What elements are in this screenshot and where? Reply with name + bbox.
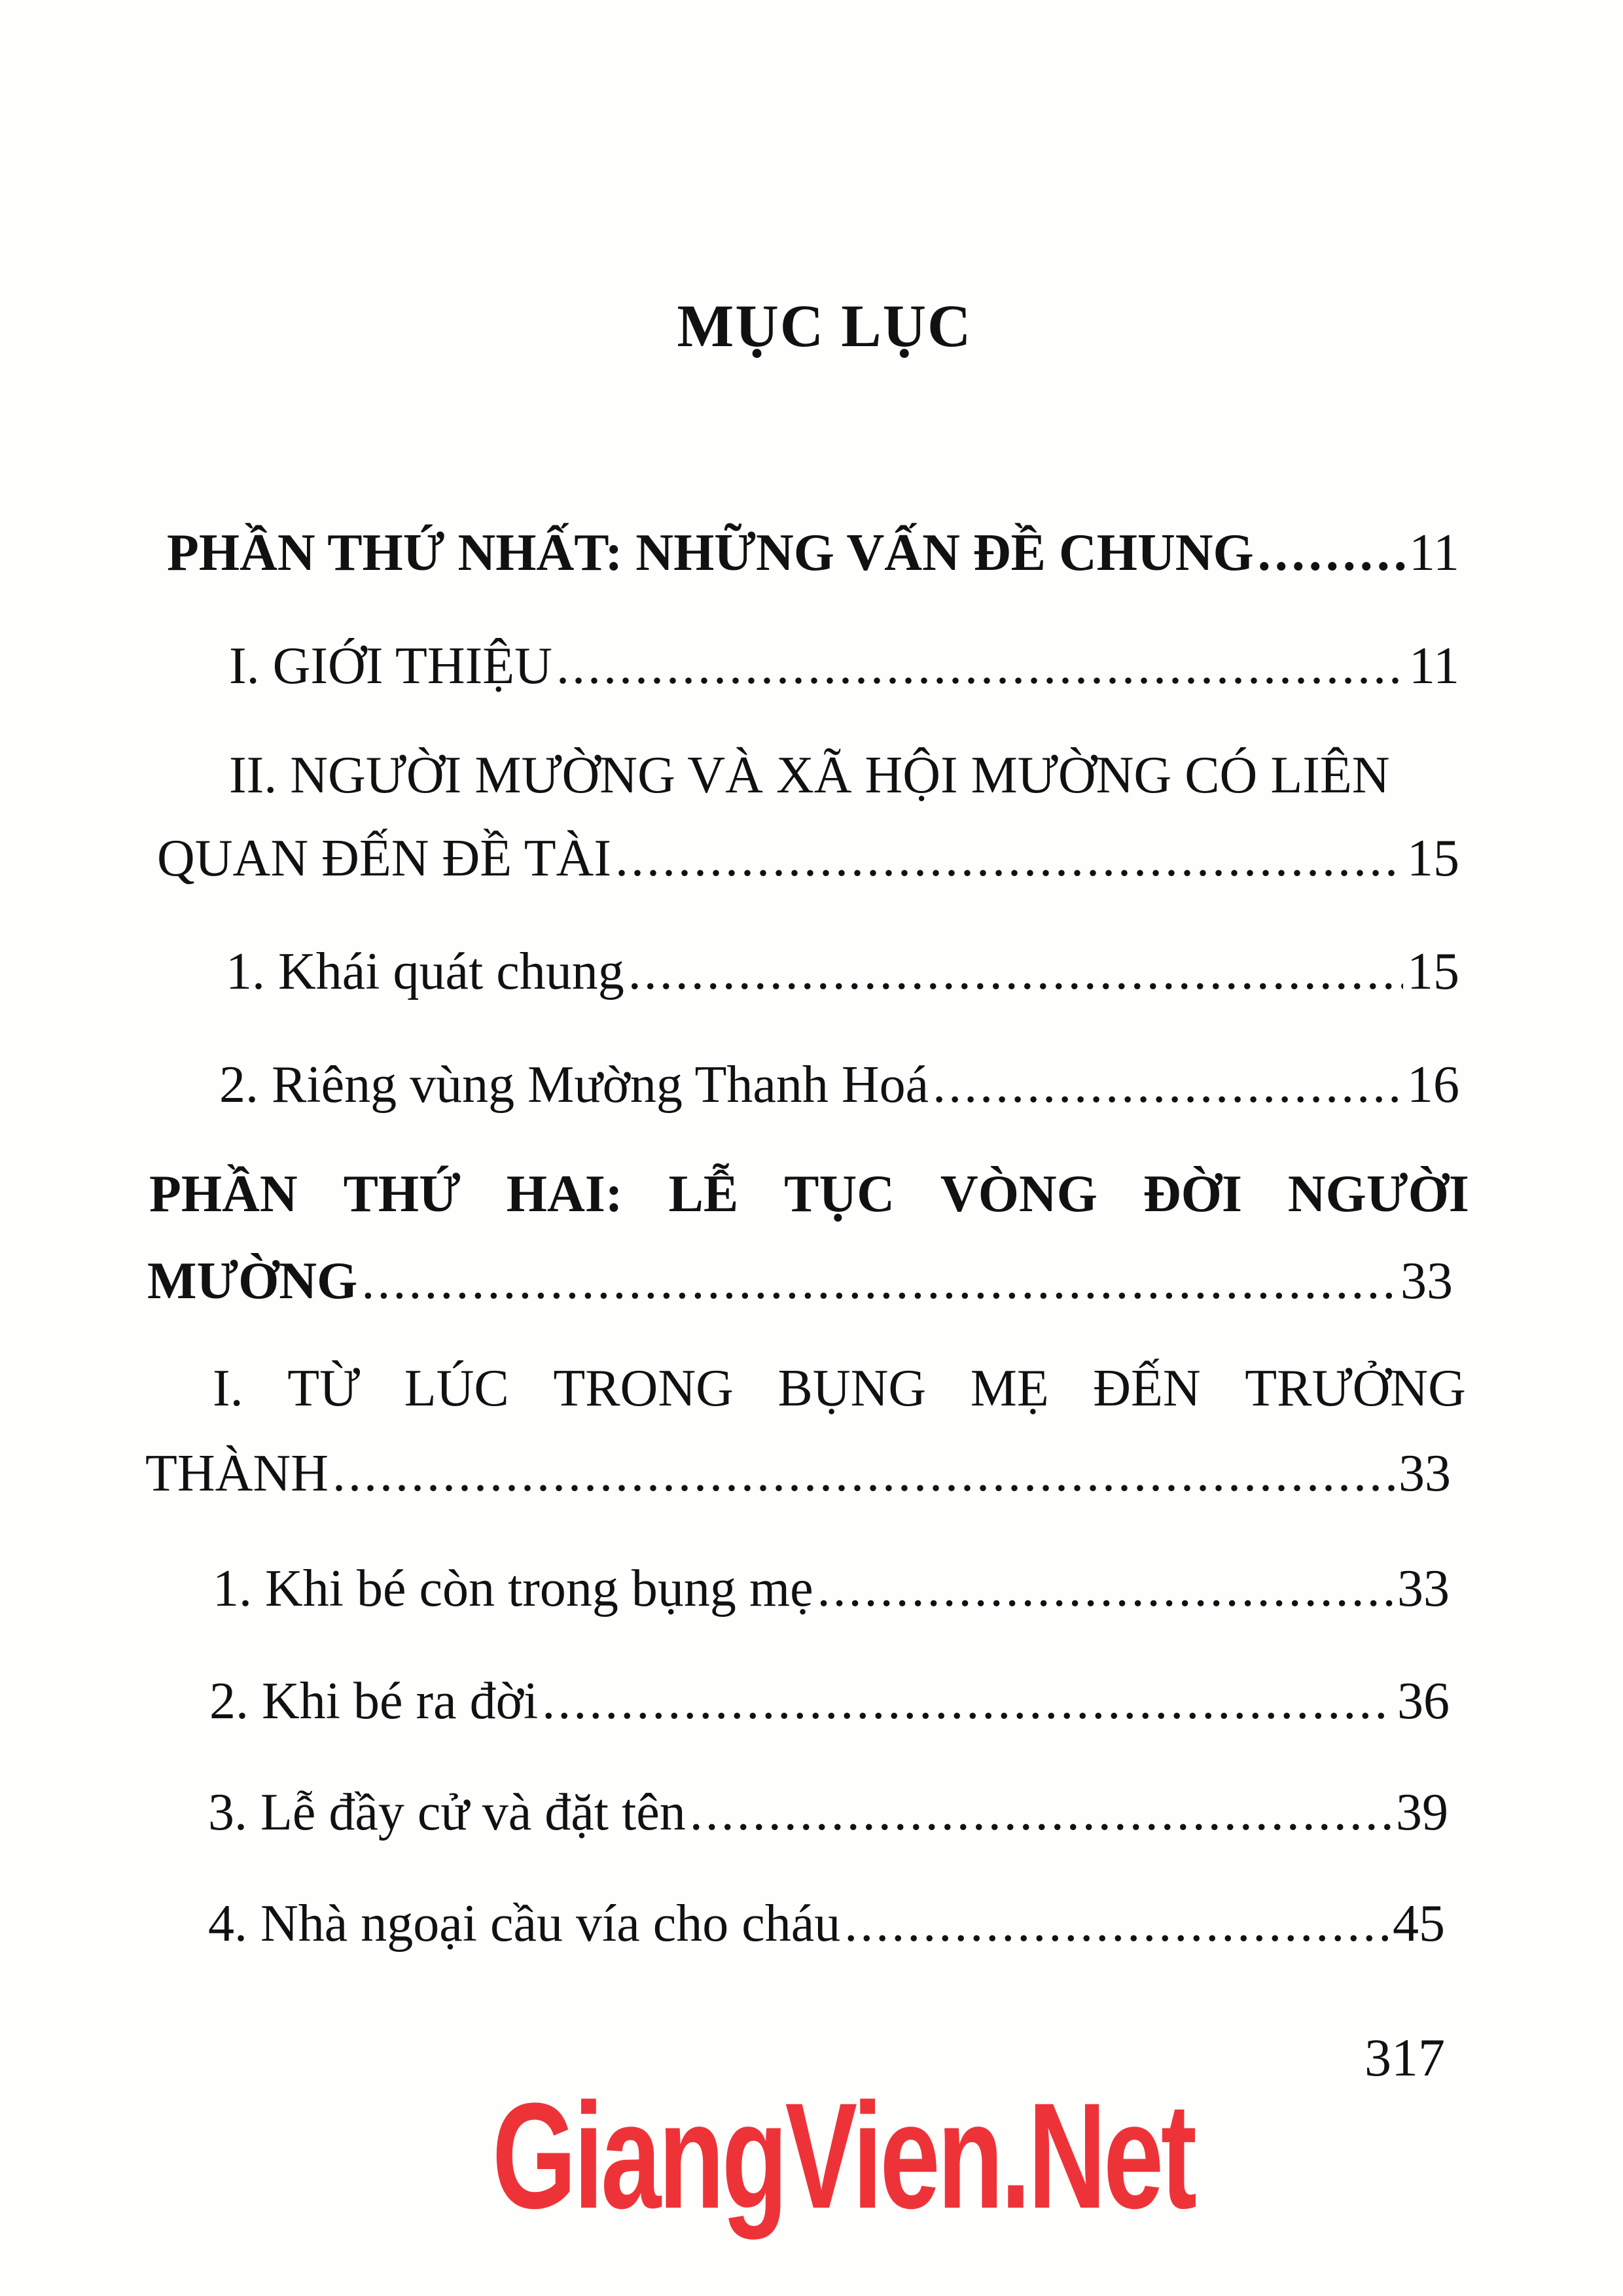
toc-page-number: 33 bbox=[1399, 1445, 1451, 1502]
toc-page-number: 39 bbox=[1396, 1784, 1448, 1841]
toc-page-number: 45 bbox=[1393, 1895, 1445, 1952]
word: ĐỜI bbox=[1143, 1165, 1242, 1223]
word: LÚC bbox=[404, 1360, 509, 1417]
toc-entry-label: I. GIỚI THIỆU bbox=[229, 637, 552, 695]
page-number: 317 bbox=[1364, 2028, 1445, 2087]
dot-leader bbox=[817, 1563, 1393, 1615]
word: I. bbox=[213, 1360, 243, 1417]
toc-entry-le-day-cu[interactable] bbox=[208, 1786, 1448, 1839]
dot-leader bbox=[628, 945, 1403, 998]
toc-entry-label: QUAN ĐẾN ĐỀ TÀI bbox=[157, 830, 611, 887]
toc-entry-label: 2. Khi bé ra đời bbox=[209, 1672, 539, 1730]
word: NGƯỜI bbox=[1287, 1165, 1469, 1223]
toc-page-number: 36 bbox=[1397, 1672, 1450, 1730]
toc-entry-label: 1. Khi bé còn trong bụng mẹ bbox=[213, 1560, 813, 1617]
watermark-logo: GiangVien.Net bbox=[492, 2072, 1194, 2240]
word: PHẦN bbox=[149, 1165, 298, 1223]
toc-entry-khai-quat-chung[interactable] bbox=[226, 945, 1459, 998]
toc-entry-label: PHẦN THỨ NHẤT: NHỮNG VẤN ĐỀ CHUNG bbox=[167, 524, 1254, 582]
toc-page-number: 15 bbox=[1407, 943, 1459, 1000]
toc-entry-label: MƯỜNG bbox=[147, 1252, 358, 1310]
toc-entry-label-line-1 bbox=[213, 1362, 1466, 1415]
dot-leader bbox=[542, 1675, 1393, 1727]
dot-leader bbox=[933, 1059, 1403, 1111]
dot-leader bbox=[1258, 527, 1405, 579]
word: TỪ bbox=[287, 1360, 361, 1417]
dot-leader bbox=[332, 1447, 1395, 1500]
dot-leader bbox=[615, 832, 1403, 885]
dot-leader bbox=[556, 640, 1405, 692]
toc-entry-gioi-thieu[interactable] bbox=[229, 637, 1459, 695]
toc-entry-label: 4. Nhà ngoại cầu vía cho cháu bbox=[208, 1895, 841, 1952]
dot-leader bbox=[844, 1898, 1389, 1950]
word: ĐẾN bbox=[1093, 1360, 1201, 1417]
word: MẸ bbox=[970, 1360, 1049, 1417]
word: THỨ bbox=[343, 1165, 461, 1223]
toc-entry-rieng-vung-muong[interactable] bbox=[219, 1056, 1459, 1114]
toc-page-number: 11 bbox=[1408, 637, 1459, 695]
toc-entry-part-1[interactable] bbox=[167, 524, 1459, 582]
word: LỄ bbox=[668, 1165, 739, 1223]
toc-entry-label: 1. Khái quát chung bbox=[226, 943, 624, 1000]
page-title: MỤC LỤC bbox=[677, 292, 972, 359]
dot-leader bbox=[690, 1786, 1392, 1839]
toc-entry-label: THÀNH bbox=[145, 1445, 329, 1502]
word: HAI: bbox=[506, 1165, 623, 1223]
toc-entry-line-2 bbox=[145, 1447, 1451, 1500]
toc-page-number: 15 bbox=[1407, 830, 1459, 887]
toc-page-number: 33 bbox=[1400, 1252, 1453, 1310]
toc-entry-khi-be-ra-doi[interactable] bbox=[209, 1672, 1450, 1730]
word: TRƯỞNG bbox=[1245, 1360, 1466, 1417]
toc-entry-label-line-1 bbox=[149, 1165, 1469, 1223]
toc-page-number: 33 bbox=[1397, 1560, 1450, 1617]
toc-entry-label: 2. Riêng vùng Mường Thanh Hoá bbox=[219, 1056, 929, 1114]
word: TỤC bbox=[784, 1165, 895, 1223]
word: VÒNG bbox=[940, 1165, 1097, 1223]
word: BỤNG bbox=[777, 1360, 927, 1417]
toc-entry-line-2 bbox=[157, 832, 1459, 885]
toc-page-number: 16 bbox=[1407, 1056, 1459, 1114]
toc-entry-line-2 bbox=[147, 1252, 1453, 1310]
toc-entry-khi-be-con-trong-bung-me[interactable] bbox=[213, 1560, 1450, 1617]
toc-entry-label-line-1: II. NGƯỜI MƯỜNG VÀ XÃ HỘI MƯỜNG CÓ LIÊN bbox=[229, 747, 1390, 804]
toc-entry-label: 3. Lễ đầy cử và đặt tên bbox=[208, 1784, 686, 1841]
word: TRONG bbox=[553, 1360, 734, 1417]
dot-leader bbox=[361, 1255, 1397, 1307]
toc-page-number: 11 bbox=[1408, 524, 1459, 582]
toc-entry-nha-ngoai-cau-via[interactable] bbox=[208, 1895, 1445, 1952]
